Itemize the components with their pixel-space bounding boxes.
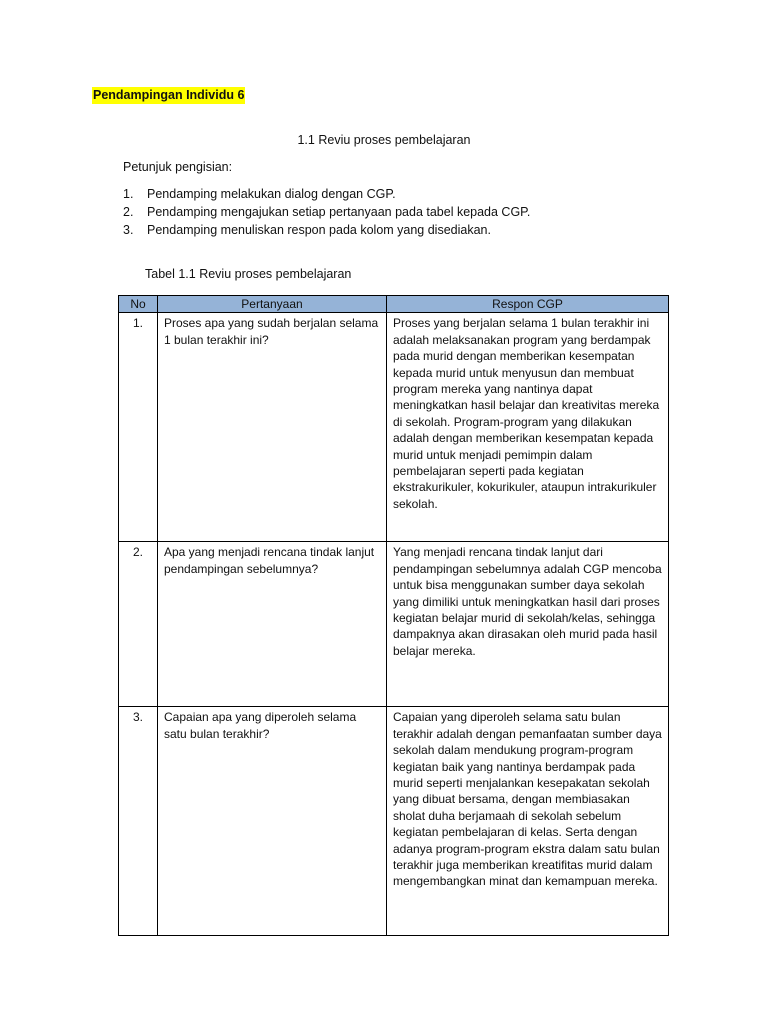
table-row xyxy=(119,707,669,936)
section-title: 1.1 Reviu proses pembelajaran xyxy=(297,133,471,147)
response-cell: Capaian yang diperoleh selama satu bulan terakhir adalah dengan pemanfaatan sumber daya sekolah dalam mendukung program-program kegiatan baik yang nantinya berdampak pada murid seperti menjalankan kesepakatan sekolah yang dibuat bersama, dengan membiasakan sholat duha berjamaah di sekolah sebelum kegiatan pembelajaran di kelas. Serta dengan adanya program-program ekstra dalam satu bulan terakhir juga memberikan kreatifitas murid dalam mengembangkan minat dan kemampuan mereka. xyxy=(387,707,669,936)
instruction-item: 3. Pendamping menuliskan respon pada kolom yang disediakan. xyxy=(123,223,491,237)
row-number: 3. xyxy=(119,707,158,936)
response-cell: Yang menjadi rencana tindak lanjut dari pendampingan sebelumnya adalah CGP mencoba untuk bisa menggunakan sumber daya sekolah yang dimiliki untuk meningkatkan hasil dari proses kegiatan belajar murid di sekolah/kelas, sehingga dampaknya akan dirasakan oleh murid pada hasil belajar mereka. xyxy=(387,542,669,707)
question-cell: Apa yang menjadi rencana tindak lanjut pendampingan sebelumnya? xyxy=(158,542,387,707)
row-number: 2. xyxy=(119,542,158,707)
question-cell: Capaian apa yang diperoleh selama satu bulan terakhir? xyxy=(158,707,387,936)
header-no: No xyxy=(119,296,158,313)
instruction-item: 1. Pendamping melakukan dialog dengan CGP. xyxy=(123,187,396,201)
response-cell: Proses yang berjalan selama 1 bulan terakhir ini adalah melaksanakan program yang berdampak pada murid dengan memberikan kesempatan kepada murid untuk menyusun dan membuat program mereka yang nantinya dapat meningkatkan hasil belajar dan kreativitas mereka di sekolah. Program-program yang dilakukan adalah dengan memberikan kesempatan kepada murid untuk menjadi pemimpin dalam pembelajaran seperti pada kegiatan ekstrakurikuler, kokurikuler, ataupun intrakurikuler sekolah. xyxy=(387,313,669,542)
instructions-label: Petunjuk pengisian: xyxy=(123,160,233,174)
instructions-list xyxy=(123,186,530,240)
table-caption: Tabel 1.1 Reviu proses pembelajaran xyxy=(145,267,352,281)
table-header-row xyxy=(119,296,669,313)
table-row xyxy=(119,542,669,707)
table-row xyxy=(119,313,669,542)
header-response: Respon CGP xyxy=(387,296,669,313)
header-question: Pertanyaan xyxy=(158,296,387,313)
row-number: 1. xyxy=(119,313,158,542)
document-heading: Pendampingan Individu 6 xyxy=(93,88,245,102)
instruction-item: 2. Pendamping mengajukan setiap pertanyaan pada tabel kepada CGP. xyxy=(123,205,531,219)
question-cell: Proses apa yang sudah berjalan selama 1 bulan terakhir ini? xyxy=(158,313,387,542)
review-table xyxy=(118,295,669,936)
